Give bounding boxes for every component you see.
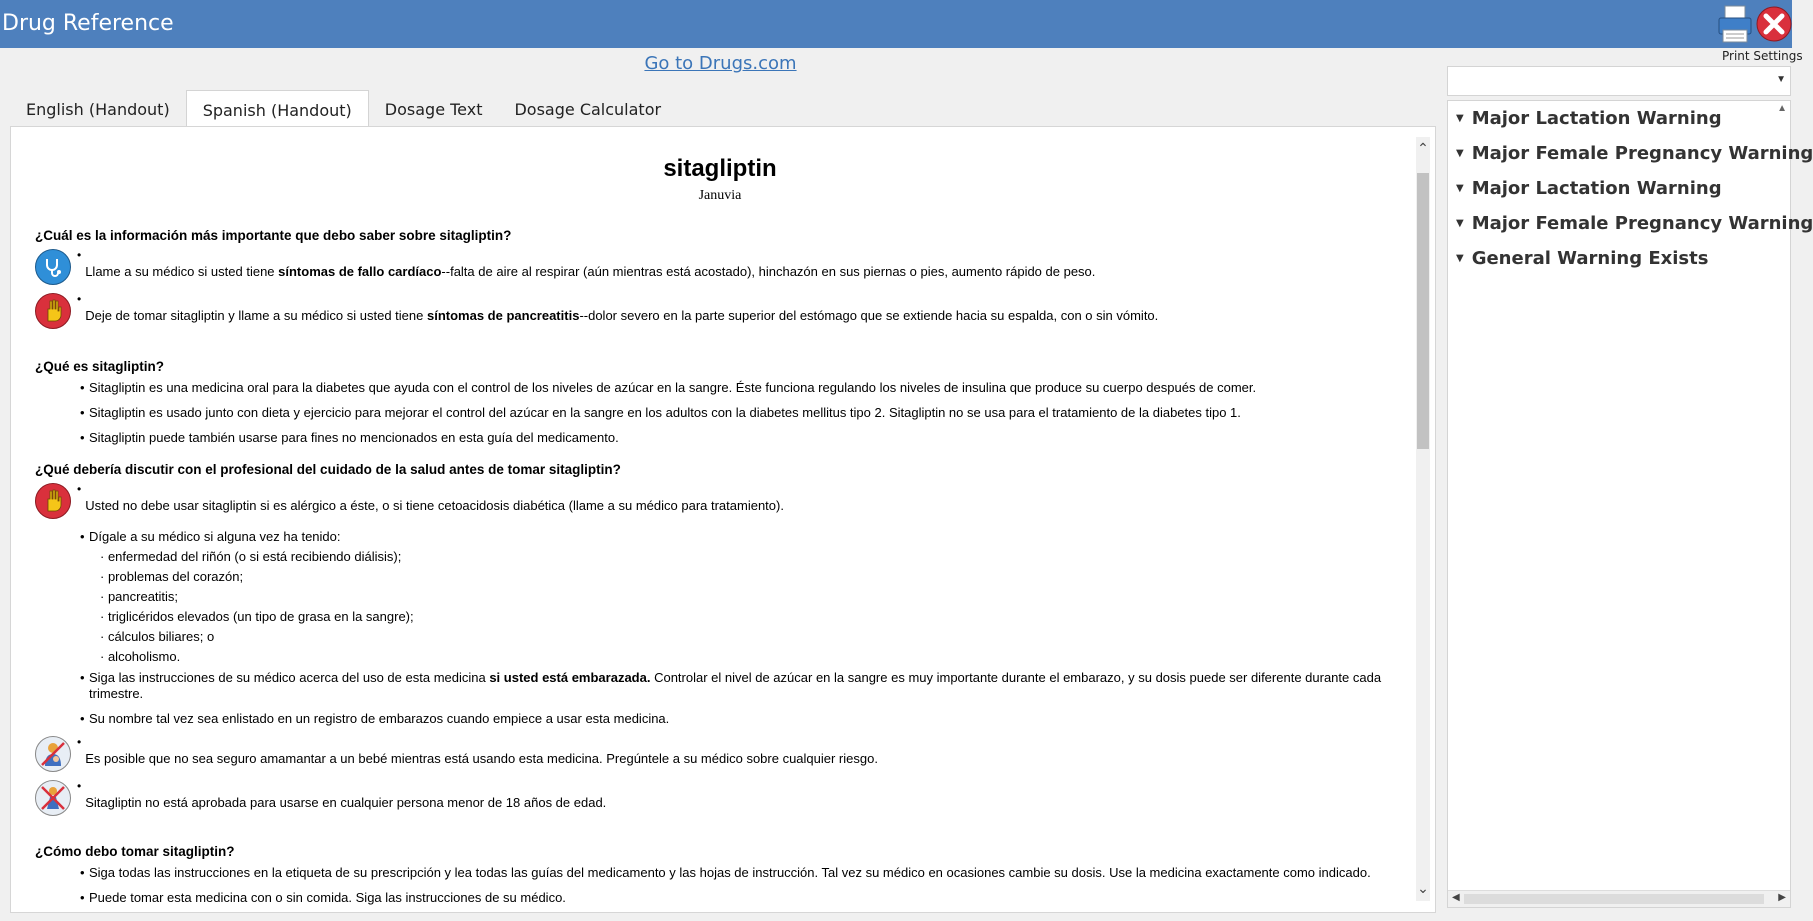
- list-item: • Sitagliptin no está aprobada para usarse en cualquier persona menor de 18 años de edad.: [35, 780, 1405, 816]
- expand-icon: ▼: [1456, 183, 1464, 194]
- warning-filter-dropdown[interactable]: [1447, 66, 1791, 96]
- tab-english-handout[interactable]: English (Handout): [26, 100, 170, 119]
- warning-item[interactable]: [1448, 101, 1790, 136]
- section-heading: ¿Cuál es la información más importante que debo saber sobre sitagliptin?: [35, 228, 512, 243]
- scroll-thumb[interactable]: [1417, 173, 1429, 449]
- stop-hand-icon: [35, 293, 71, 329]
- section-heading: ¿Qué debería discutir con el profesional del cuidado de la salud antes de tomar sitagliptin?: [35, 462, 621, 477]
- scroll-right-icon[interactable]: ▶: [1778, 892, 1786, 903]
- list-item: • Usted no debe usar sitagliptin si es alérgico a éste, o si tiene cetoacidosis diabética (llame a su médico para tratamiento).: [35, 483, 1405, 519]
- item-text: Es posible que no sea seguro amamantar a un bebé mientras está usando esta medicina. Pregúntele a su médico sobre cualquier riesgo.: [85, 750, 878, 766]
- no-children-icon: [35, 780, 71, 816]
- list-item: · alcoholismo.: [100, 649, 1405, 664]
- warning-item[interactable]: [1448, 241, 1790, 276]
- list-item: • Sitagliptin puede también usarse para fines no mencionados en esta guía del medicamento.: [89, 430, 1405, 446]
- list-item: · pancreatitis;: [100, 589, 1405, 604]
- breastfeeding-icon: [35, 736, 71, 772]
- handout-document: [35, 127, 1405, 915]
- tab-dosage-calculator[interactable]: Dosage Calculator: [514, 100, 662, 119]
- bullet-list: [35, 670, 1405, 727]
- list-item: • Sitagliptin es una medicina oral para la diabetes que ayuda con el control de los niveles de azúcar en la sangre. Éste funciona regulando los niveles de insulina que produce su cuerpo después de comer.: [89, 380, 1405, 396]
- scroll-up-icon[interactable]: ⌃: [1417, 140, 1429, 156]
- item-text: Deje de tomar sitagliptin y llame a su médico si usted tiene: [85, 307, 427, 323]
- item-emphasis: síntomas de fallo cardíaco: [278, 263, 442, 279]
- list-item: · enfermedad del riñón (o si está recibiendo diálisis);: [100, 549, 1405, 564]
- bullet-list: [35, 865, 1405, 906]
- scroll-thumb[interactable]: [1464, 894, 1764, 904]
- expand-icon: ▼: [1456, 218, 1464, 229]
- warnings-panel: [1447, 100, 1813, 908]
- drug-title: sitagliptin: [663, 155, 777, 182]
- item-text: Controlar el nivel de azúcar en la sangre es muy importante durante el embarazo, y su dosis puede ser diferente durante cada trimestre.: [89, 670, 1382, 701]
- list-item: • Es posible que no sea seguro amamantar a un bebé mientras está usando esta medicina. Pregúntele a su médico sobre cualquier riesgo.: [35, 736, 1405, 772]
- stop-hand-icon: [35, 483, 71, 519]
- close-icon[interactable]: [1756, 6, 1792, 42]
- warning-item[interactable]: [1448, 136, 1813, 171]
- warning-label: Major Female Pregnancy Warning: [1471, 213, 1813, 234]
- list-item: • Dígale a su médico si alguna vez ha tenido:: [89, 529, 1405, 545]
- list-item: • Sitagliptin es usado junto con dieta y ejercicio para mejorar el control del azúcar en la sangre en los adultos con la diabetes mellitus tipo 2. Sitagliptin no se usa para el tratamiento de la diabetes tipo 1.: [89, 405, 1405, 421]
- list-item: • Llame a su médico si usted tiene síntomas de fallo cardíaco--falta de aire al respirar (aún mientras está acostado), hinchazón en sus piernas o pies, aumento rápido de peso.: [35, 249, 1405, 285]
- warning-item[interactable]: [1448, 206, 1813, 241]
- handout-content: [10, 126, 1436, 913]
- item-text: Llame a su médico si usted tiene: [85, 263, 279, 279]
- bullet-list: [35, 529, 1405, 545]
- list-item: · triglicéridos elevados (un tipo de grasa en la sangre);: [100, 609, 1405, 624]
- printer-icon[interactable]: [1717, 4, 1753, 44]
- list-item: · problemas del corazón;: [100, 569, 1405, 584]
- tab-dosage-text[interactable]: Dosage Text: [384, 100, 483, 119]
- expand-icon: ▼: [1456, 253, 1464, 264]
- bullet-list: [35, 380, 1405, 446]
- warning-item[interactable]: [1448, 171, 1790, 206]
- chevron-down-icon: ▼: [1776, 74, 1786, 85]
- item-text: --falta de aire al respirar (aún mientras está acostado), hinchazón en sus piernas o pies, aumento rápido de peso.: [441, 263, 1096, 279]
- expand-icon: ▼: [1456, 148, 1464, 159]
- warning-label: Major Female Pregnancy Warning: [1471, 143, 1813, 164]
- warning-label: General Warning Exists: [1471, 248, 1709, 269]
- warning-label: Major Lactation Warning: [1471, 178, 1722, 199]
- item-text: Usted no debe usar sitagliptin si es alérgico a éste, o si tiene cetoacidosis diabética (llame a su médico para tratamiento).: [85, 497, 784, 513]
- list-item: [89, 670, 1405, 702]
- list-item: • Deje de tomar sitagliptin y llame a su médico si usted tiene síntomas de pancreatitis--dolor severo en la parte superior del estómago que se extiende hacia su espalda, con o sin vómito.: [35, 293, 1405, 329]
- scroll-down-icon[interactable]: ⌄: [1417, 880, 1429, 896]
- warning-label: Major Lactation Warning: [1471, 108, 1722, 129]
- list-item: · cálculos biliares; o: [100, 629, 1405, 644]
- tab-strip: [10, 90, 677, 127]
- list-item: • Su nombre tal vez sea enlistado en un registro de embarazos cuando empiece a usar esta medicina.: [89, 711, 1405, 727]
- drugs-com-link[interactable]: Go to Drugs.com: [644, 53, 797, 74]
- section-heading: ¿Qué es sitagliptin?: [35, 359, 165, 374]
- item-emphasis: síntomas de pancreatitis: [426, 307, 580, 323]
- stethoscope-icon: [35, 249, 71, 285]
- item-text: Siga las instrucciones de su médico acerca del uso de esta medicina: [89, 670, 490, 685]
- tab-spanish-handout[interactable]: Spanish (Handout): [186, 90, 369, 128]
- content-scrollbar[interactable]: [1416, 137, 1430, 901]
- item-text: Sitagliptin no está aprobada para usarse en cualquier persona menor de 18 años de edad.: [85, 794, 607, 810]
- brand-name: Januvia: [698, 188, 742, 203]
- list-item: • Puede tomar esta medicina con o sin comida. Siga las instrucciones de su médico.: [89, 890, 1405, 906]
- title-bar: [0, 0, 1792, 48]
- item-text: --dolor severo en la parte superior del estómago que se extiende hacia su espalda, con o sin vómito.: [579, 307, 1159, 323]
- section-heading: ¿Cómo debo tomar sitagliptin?: [35, 844, 235, 859]
- scroll-up-icon[interactable]: ▲: [1777, 103, 1787, 114]
- condition-list: [35, 549, 1405, 664]
- scroll-left-icon[interactable]: ◀: [1452, 892, 1460, 903]
- print-settings-label[interactable]: Print Settings: [1722, 49, 1803, 63]
- item-emphasis: si usted está embarazada.: [489, 670, 651, 685]
- expand-icon: ▼: [1456, 113, 1464, 124]
- warnings-hscrollbar[interactable]: [1448, 890, 1790, 907]
- list-item: • Siga todas las instrucciones en la etiqueta de su prescripción y lea todas las guías del medicamento y las hojas de instrucción. Tal vez su médico en ocasiones cambie su dosis. Use la medicina exactamente como indicado.: [89, 865, 1405, 881]
- app-title: Drug Reference: [2, 11, 174, 36]
